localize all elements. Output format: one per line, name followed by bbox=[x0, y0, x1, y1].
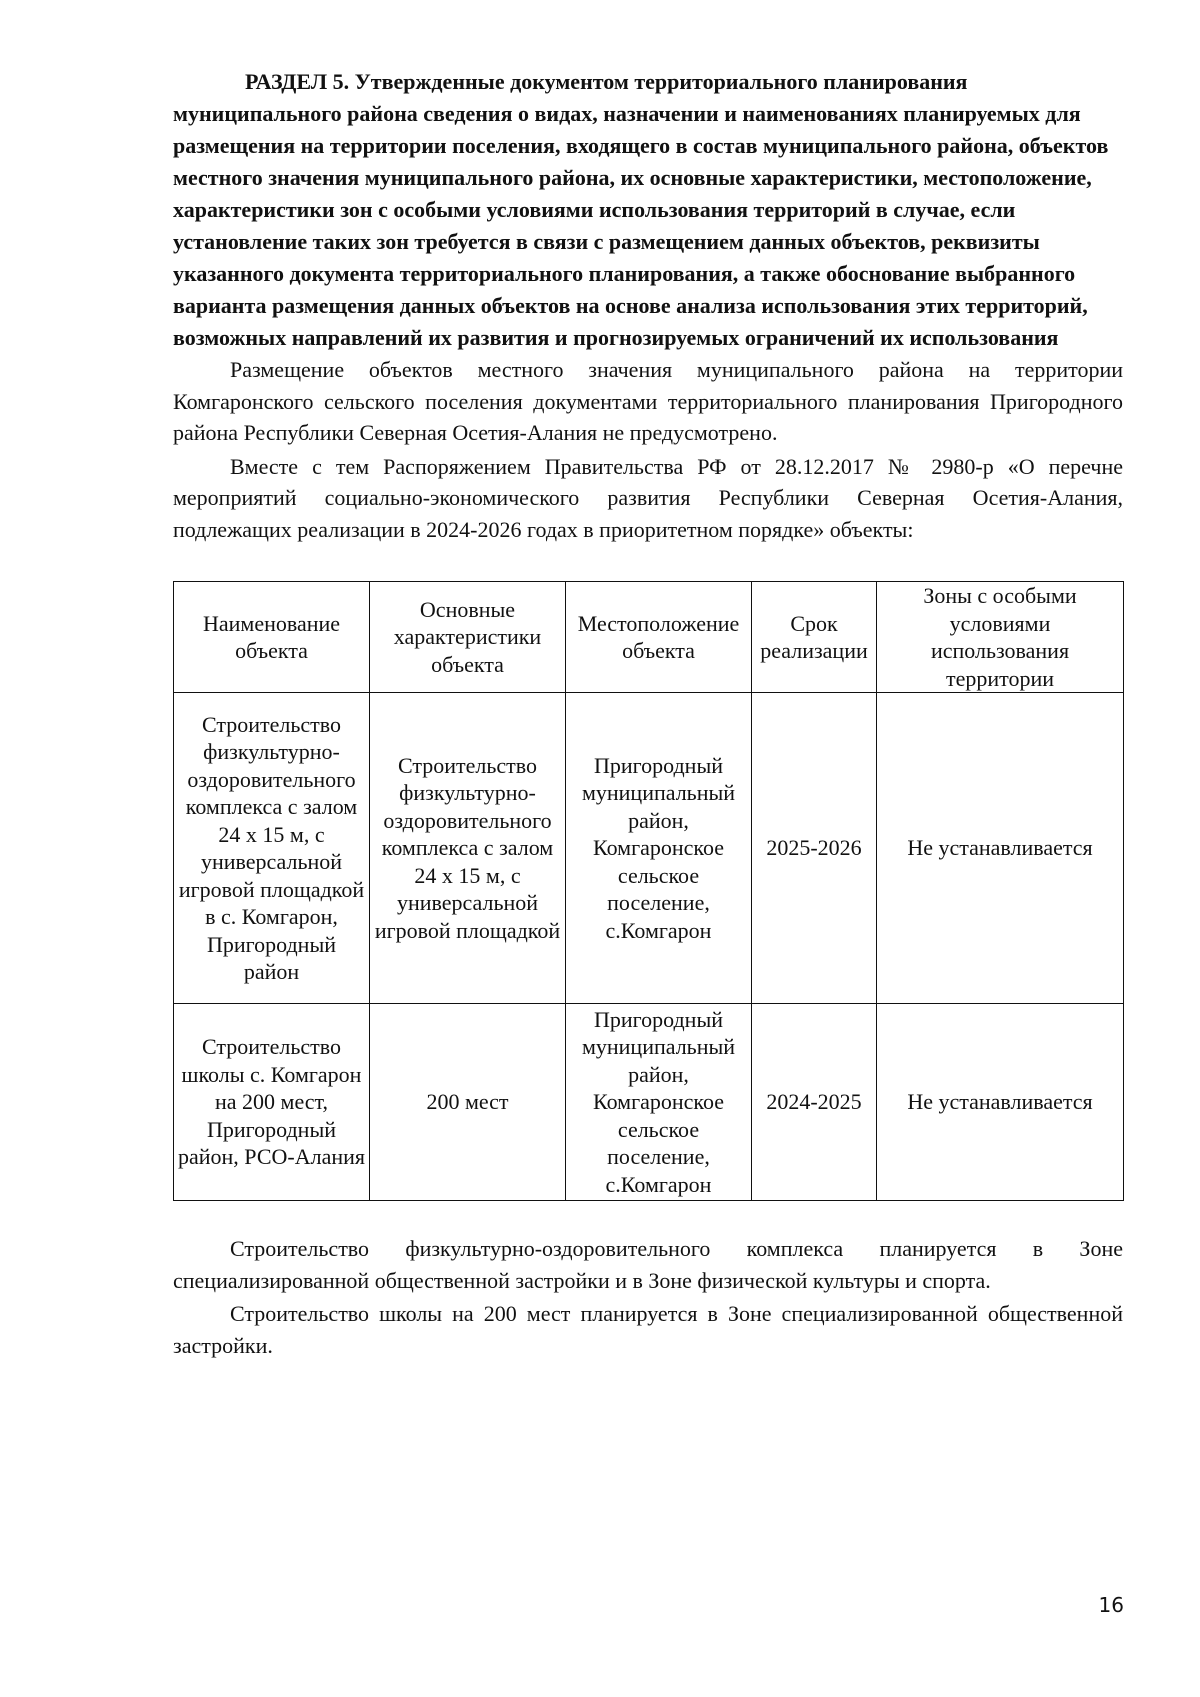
section-heading: РАЗДЕЛ 5. Утвержденные документом территориального планирования муниципального района сведения о видах, назначении и наименованиях планируемых для размещения на территории поселения, входящего в состав муниципального района, объектов местного значения муниципального района, их основные характеристики, местоположение, характеристики зон с особыми условиями использования территорий в случае, если установление таких зон требуется в связи с размещением данных объектов, реквизиты указанного документа территориального планирования, а также обоснование выбранного варианта размещения данных объектов на основе анализа использования этих территорий, возможных направлений их развития и прогнозируемых ограничений их использования bbox=[173, 69, 1109, 350]
header-object-name: Наименование объекта bbox=[174, 582, 370, 693]
header-location: Местоположение объекта bbox=[566, 582, 752, 693]
table-header-row bbox=[174, 582, 1124, 693]
cell-term: 2024-2025 bbox=[752, 1004, 877, 1201]
cell-object-name: Строительство физкультурно-оздоровительного комплекса с залом 24 х 15 м, с универсальной игровой площадкой в с. Комгарон, Пригородный район bbox=[174, 693, 370, 1004]
intro-paragraph-2: Вместе с тем Распоряжением Правительства РФ от 28.12.2017 № 2980-р «О перечне мероприятий социально-экономического развития Республики Северная Осетия-Алания, подлежащих реализации в 2024-2026 годах в приоритетном порядке» объекты: bbox=[173, 453, 1123, 542]
header-term: Срок реализации bbox=[752, 582, 877, 693]
document-page bbox=[173, 66, 1123, 1361]
table-row bbox=[174, 693, 1124, 1004]
cell-location: Пригородный муниципальный район, Комгаронское сельское поселение, с.Комгарон bbox=[566, 693, 752, 1004]
header-zones: Зоны с особыми условиями использования территории bbox=[877, 582, 1124, 693]
cell-zones: Не устанавливается bbox=[877, 1004, 1124, 1201]
objects-table bbox=[173, 581, 1124, 1201]
cell-characteristics: 200 мест bbox=[370, 1004, 566, 1201]
table-row bbox=[174, 1004, 1124, 1201]
cell-zones: Не устанавливается bbox=[877, 693, 1124, 1004]
cell-location: Пригородный муниципальный район, Комгаронское сельское поселение, с.Комгарон bbox=[566, 1004, 752, 1201]
intro-paragraph-1: Размещение объектов местного значения муниципального района на территории Комгаронского сельского поселения документами территориального планирования Пригородного района Республики Северная Осетия-Алания не предусмотрено. bbox=[173, 357, 1123, 445]
cell-characteristics: Строительство физкультурно-оздоровительного комплекса с залом 24 х 15 м, с универсальной игровой площадкой bbox=[370, 693, 566, 1004]
header-characteristics: Основные характеристики объекта bbox=[370, 582, 566, 693]
cell-term: 2025-2026 bbox=[752, 693, 877, 1004]
conclusion-paragraph-1: Строительство физкультурно-оздоровительного комплекса планируется в Зоне специализированной общественной застройки и в Зоне физической культуры и спорта. bbox=[173, 1236, 1123, 1293]
conclusion-block bbox=[173, 1233, 1123, 1361]
cell-object-name: Строительство школы с. Комгарон на 200 мест, Пригородный район, РСО-Алания bbox=[174, 1004, 370, 1201]
conclusion-paragraph-2: Строительство школы на 200 мест планируется в Зоне специализированной общественной застройки. bbox=[173, 1301, 1123, 1358]
page-number: 16 bbox=[1098, 1593, 1124, 1617]
